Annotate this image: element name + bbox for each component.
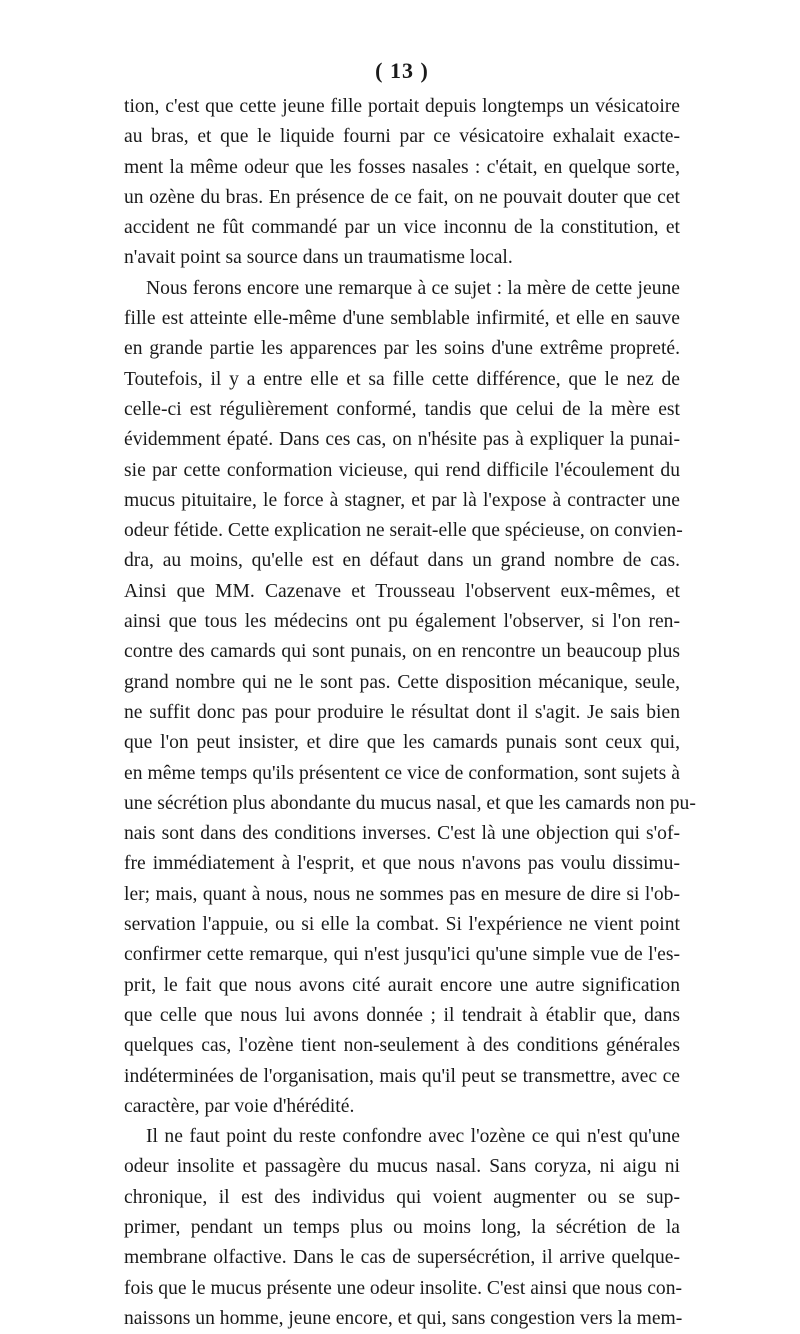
text-line: primer, pendant un temps plus ou moins long, la sécrétion de la — [124, 1216, 680, 1238]
text-line: en même temps qu'ils présentent ce vice de conformation, sont sujets à — [124, 762, 680, 784]
text-line: n'avait point sa source dans un traumatisme local. — [124, 247, 513, 269]
text-line: naissons un homme, jeune encore, et qui, sans congestion vers la mem- — [124, 1307, 683, 1329]
text-line: fille est atteinte elle-même d'une semblable infirmité, et elle en sauve — [124, 308, 680, 330]
text-line: mucus pituitaire, le force à stagner, et par là l'expose à contracter une — [124, 489, 680, 511]
text-line: contre des camards qui sont punais, on en rencontre un beaucoup plus — [124, 641, 680, 663]
text-line: Il ne faut point du reste confondre avec l'ozène ce qui n'est qu'une — [146, 1126, 680, 1148]
text-line: celle-ci est régulièrement conformé, tandis que celui de la mère est — [124, 398, 680, 420]
paragraph — [124, 1122, 683, 1334]
text-line: nais sont dans des conditions inverses. C'est là une objection qui s'of- — [124, 823, 680, 845]
text-line: que celle que nous lui avons donnée ; il tendrait à établir que, dans — [124, 1004, 680, 1026]
text-line: tion, c'est que cette jeune fille portait depuis longtemps un vésicatoire — [124, 96, 680, 117]
text-line: Nous ferons encore une remarque à ce sujet : la mère de cette jeune — [146, 277, 680, 299]
text-line: fre immédiatement à l'esprit, et que nous n'avons pas voulu dissimu- — [124, 853, 680, 875]
text-line: dra, au moins, qu'elle est en défaut dans un grand nombre de cas. — [124, 550, 680, 572]
text-line: indéterminées de l'organisation, mais qu'il peut se transmettre, avec ce — [124, 1065, 680, 1087]
text-line: que l'on peut insister, et dire que les camards punais sont ceux qui, — [124, 732, 680, 754]
text-line: membrane olfactive. Dans le cas de supersécrétion, il arrive quelque- — [124, 1247, 680, 1269]
text-line: évidemment épaté. Dans ces cas, on n'hésite pas à expliquer la punai- — [124, 429, 680, 451]
text-line: un ozène du bras. En présence de ce fait, on ne pouvait douter que cet — [124, 186, 680, 208]
text-line: accident ne fût commandé par un vice inconnu de la constitution, et — [124, 217, 680, 239]
text-line: prit, le fait que nous avons cité aurait encore une autre signification — [124, 974, 680, 996]
text-line: chronique, il est des individus qui voient augmenter ou se sup- — [124, 1186, 680, 1208]
text-line: quelques cas, l'ozène tient non-seulement à des conditions générales — [124, 1035, 680, 1057]
text-line: caractère, par voie d'hérédité. — [124, 1095, 355, 1117]
text-line: sie par cette conformation vicieuse, qui rend difficile l'écoulement du — [124, 459, 680, 481]
text-line: servation l'appuie, ou si elle la combat. Si l'expérience ne vient point — [124, 914, 680, 936]
page-number: ( 13 ) — [375, 58, 429, 83]
text-line: odeur fétide. Cette explication ne serait-elle que spécieuse, on convien- — [124, 520, 683, 542]
text-line: odeur insolite et passagère du mucus nasal. Sans coryza, ni aigu ni — [124, 1156, 680, 1178]
page-body-text — [124, 92, 696, 1334]
text-line: une sécrétion plus abondante du mucus nasal, et que les camards non pu- — [124, 792, 696, 814]
text-line: ment la même odeur que les fosses nasales : c'était, en quelque sorte, — [124, 156, 680, 178]
text-line: grand nombre qui ne le sont pas. Cette disposition mécanique, seule, — [124, 671, 680, 693]
paragraph — [124, 92, 680, 274]
text-line: au bras, et que le liquide fourni par ce vésicatoire exhalait exacte- — [124, 126, 680, 148]
text-line: Toutefois, il y a entre elle et sa fille cette différence, que le nez de — [124, 368, 680, 390]
text-line: ne suffit donc pas pour produire le résultat dont il s'agit. Je sais bien — [124, 701, 680, 723]
text-line: confirmer cette remarque, qui n'est jusqu'ici qu'une simple vue de l'es- — [124, 944, 680, 966]
paragraph — [124, 274, 696, 1122]
text-line: ainsi que tous les médecins ont pu également l'observer, si l'on ren- — [124, 611, 680, 633]
text-line: fois que le mucus présente une odeur insolite. C'est ainsi que nous con- — [124, 1277, 683, 1299]
text-line: Ainsi que MM. Cazenave et Trousseau l'observent eux-mêmes, et — [124, 580, 680, 602]
text-line: ler; mais, quant à nous, nous ne sommes pas en mesure de dire si l'ob- — [124, 883, 680, 905]
text-line: en grande partie les apparences par les soins d'une extrême propreté. — [124, 338, 680, 360]
